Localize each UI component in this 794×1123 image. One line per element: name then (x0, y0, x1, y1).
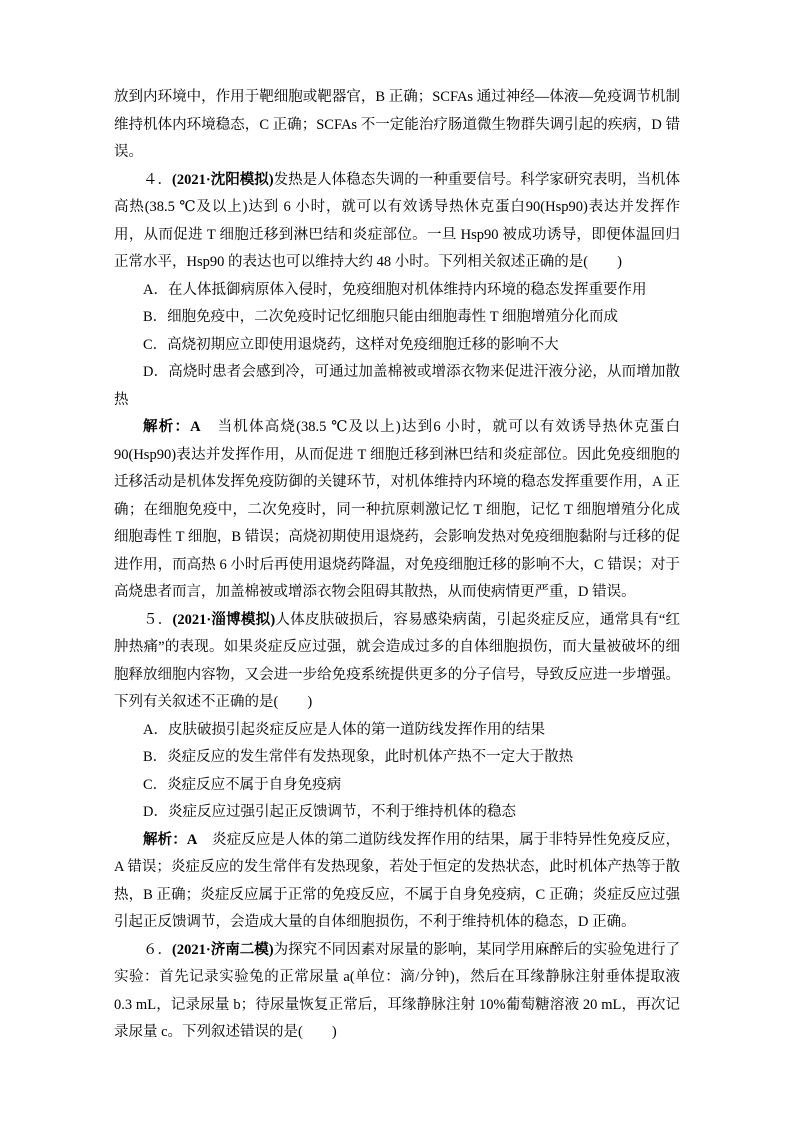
question-number: ６． (143, 941, 173, 958)
question-4-analysis (114, 414, 680, 607)
question-5-option-d (114, 799, 680, 827)
option-text: A．皮肤破损引起炎症反应是人体的第一道防线发挥作用的结果 (143, 721, 545, 738)
question-4-option-c (114, 332, 680, 360)
question-source: (2021·淄博模拟) (172, 611, 276, 628)
question-5-stem (114, 607, 680, 717)
option-text: C．高烧初期应立即使用退烧药，这样对免疫细胞迁移的影响不大 (143, 336, 559, 353)
question-text: 发热是人体稳态失调的一种重要信号。科学家研究表明，当机体高热(38.5 ℃及以上)达到 6 小时，就可以有效诱导热休克蛋白90(Hsp90)表达并发挥作用，从而促进 T 细胞迁移到淋巴结和炎症部位。一旦 Hsp90 被成功诱导，即便体温回归正常水平，Hsp90 的表达也可以维持大约 48 小时。下列相关叙述正确的是( ) (114, 171, 681, 270)
question-number: ５． (143, 611, 173, 628)
question-6-stem (114, 937, 680, 1047)
question-4-stem (114, 167, 680, 277)
paragraph-text: 放到内环境中，作用于靶细胞或靶器官，B 正确；SCFAs 通过神经—体液—免疫调节机制维持机体内环境稳态，C 正确；SCFAs 不一定能治疗肠道微生物群失调引起的疾病，D 错误。 (114, 89, 680, 160)
question-5-analysis (114, 827, 680, 937)
option-text: B．细胞免疫中，二次免疫时记忆细胞只能由细胞毒性 T 细胞增殖分化而成 (143, 309, 619, 325)
question-4-option-b (114, 304, 680, 332)
analysis-label: 解析：A (143, 419, 201, 435)
question-5-option-a (114, 717, 680, 745)
analysis-text: 当机体高烧(38.5 ℃及以上)达到6 小时，就可以有效诱导热休克蛋白90(Hsp90)表达并发挥作用，从而促进 T 细胞迁移到淋巴结和炎症部位。因此免疫细胞的迁移活动是机体发挥免疫防御的关键环节，对机体维持内环境的稳态发挥重要作用，A 正确；在细胞免疫中，二次免疫时，同一种抗原刺激记忆 T 细胞，记忆 T 细胞增殖分化成细胞毒性 T 细胞，B 错误；高烧初期使用退烧药，会影响发热对免疫细胞黏附与迁移的促进作用，而高热 6 小时后再使用退烧药降温，对免疫细胞迁移的影响不大，C 错误；对于高烧患者而言，加盖棉被或增添衣物会阻碍其散热，从而使病情更严重，D 错误。 (114, 419, 680, 600)
question-number: ４． (143, 171, 173, 188)
question-5-option-b (114, 744, 680, 772)
document-content (114, 84, 680, 1047)
question-text: 为探究不同因素对尿量的影响，某同学用麻醉后的实验兔进行了实验：首先记录实验兔的正常尿量 a(单位：滴/分钟)，然后在耳缘静脉注射垂体提取液 0.3 mL，记录尿量 b；待尿量恢复正常后，耳缘静脉注射 10%葡萄糖溶液 20 mL，再次记录尿量 c。下列叙述错误的是( ) (114, 941, 681, 1040)
option-text: D．高烧时患者会感到冷，可通过加盖棉被或增添衣物来促进汗液分泌，从而增加散热 (114, 364, 680, 408)
question-5-option-c (114, 772, 680, 800)
question-4-option-d (114, 359, 680, 414)
continuation-paragraph (114, 84, 680, 167)
question-source: (2021·济南二模) (172, 941, 274, 958)
option-text: B．炎症反应的发生常伴有发热现象，此时机体产热不一定大于散热 (143, 749, 574, 765)
analysis-label: 解析：A (143, 831, 198, 848)
option-text: C．炎症反应不属于自身免疫病 (143, 776, 342, 793)
question-source: (2021·沈阳模拟) (172, 171, 274, 188)
analysis-text: 炎症反应是人体的第二道防线发挥作用的结果，属于非特异性免疫反应，A 错误；炎症反应的发生常伴有发热现象，若处于恒定的发热状态，此时机体产热等于散热，B 正确；炎症反应属于正常的免疫反应，不属于自身免疫病，C 正确；炎症反应过强引起正反馈调节，会造成大量的自体细胞损伤，不利于维持机体的稳态，D 正确。 (114, 831, 680, 930)
question-text: 人体皮肤破损后，容易感染病菌，引起炎症反应，通常具有“红肿热痛”的表现。如果炎症反应过强，就会造成过多的自体细胞损伤，而大量被破坏的细胞释放细胞内容物，又会进一步给免疫系统提供更多的分子信号，导致反应进一步增强。下列有关叙述不正确的是( ) (114, 611, 681, 710)
option-text: A．在人体抵御病原体入侵时，免疫细胞对机体维持内环境的稳态发挥重要作用 (143, 281, 647, 298)
question-4-option-a (114, 277, 680, 305)
option-text: D．炎症反应过强引起正反馈调节，不利于维持机体的稳态 (143, 804, 516, 820)
